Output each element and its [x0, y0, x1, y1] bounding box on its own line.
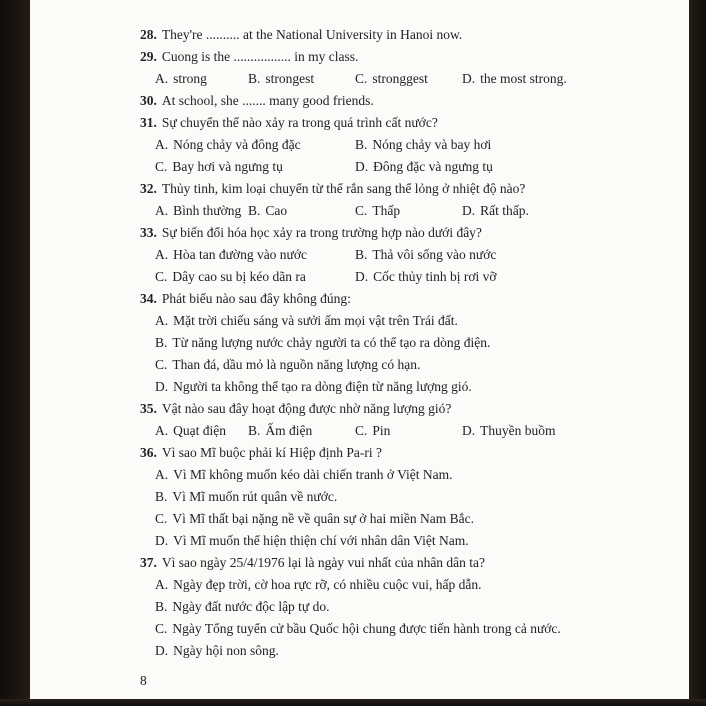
- option-A: [155, 68, 248, 90]
- option-C: [155, 156, 355, 178]
- option-B: [155, 486, 646, 508]
- option-text: strong: [173, 71, 207, 86]
- option-B: [355, 134, 646, 156]
- option-C: [155, 618, 646, 640]
- option-B: [248, 200, 355, 222]
- question-head: [140, 24, 646, 46]
- option-label: D.: [155, 533, 169, 548]
- question-29: [140, 46, 646, 90]
- option-text: Người ta không thể tạo ra dòng điện từ năng lượng gió.: [173, 379, 472, 394]
- option-text: Cao: [265, 203, 288, 218]
- option-text: Thấp: [372, 203, 401, 218]
- question-list: [140, 24, 646, 662]
- option-A: [155, 420, 248, 442]
- option-text: Cốc thủy tinh bị rơi vỡ: [373, 269, 497, 284]
- option-text: stronggest: [372, 71, 428, 86]
- option-label: C.: [355, 71, 368, 86]
- question-head: [140, 222, 646, 244]
- option-text: Vì Mĩ không muốn kéo dài chiến tranh ở Việt Nam.: [173, 467, 453, 482]
- option-label: A.: [155, 313, 169, 328]
- option-B: [155, 332, 646, 354]
- option-A: [155, 200, 248, 222]
- option-C: [355, 420, 462, 442]
- question-head: [140, 442, 646, 464]
- option-text: Ngày Tổng tuyển cử bầu Quốc hội chung được tiến hành trong cả nước.: [172, 621, 561, 636]
- option-D: [355, 156, 646, 178]
- option-D: [155, 530, 646, 552]
- question-head: [140, 112, 646, 134]
- option-D: [155, 376, 646, 398]
- question-text: Cuong is the ................. in my class.: [161, 49, 359, 64]
- options-group: [155, 68, 646, 90]
- question-head: [140, 178, 646, 200]
- option-label: B.: [155, 335, 168, 350]
- option-C: [355, 68, 462, 90]
- option-B: [248, 420, 355, 442]
- option-label: D.: [155, 379, 169, 394]
- option-label: C.: [355, 203, 368, 218]
- option-label: D.: [355, 159, 369, 174]
- options-group: [155, 310, 646, 398]
- option-text: Ngày đất nước độc lập tự do.: [172, 599, 330, 614]
- option-A: [155, 310, 646, 332]
- question-head: [140, 552, 646, 574]
- page-number: 8: [140, 673, 147, 688]
- option-text: Vì Mĩ thất bại nặng nề về quân sự ở hai miền Nam Bắc.: [172, 511, 475, 526]
- option-label: A.: [155, 137, 169, 152]
- option-C: [355, 200, 462, 222]
- option-A: [155, 574, 646, 596]
- question-33: [140, 222, 646, 288]
- option-text: Nóng chảy và đông đặc: [173, 137, 301, 152]
- option-A: [155, 244, 355, 266]
- option-text: Thuyền buồm: [480, 423, 556, 438]
- option-label: C.: [155, 159, 168, 174]
- question-37: [140, 552, 646, 662]
- option-A: [155, 464, 646, 486]
- option-text: Thả vôi sống vào nước: [372, 247, 497, 262]
- question-text: At school, she ....... many good friends.: [161, 93, 374, 108]
- question-31: [140, 112, 646, 178]
- option-C: [155, 354, 646, 376]
- option-text: Nóng chảy và bay hơi: [372, 137, 492, 152]
- option-label: C.: [355, 423, 368, 438]
- option-label: B.: [248, 203, 261, 218]
- question-text: Sự biến đổi hóa học xảy ra trong trường hợp nào dưới đây?: [161, 225, 482, 240]
- option-B: [248, 68, 355, 90]
- option-C: [155, 508, 646, 530]
- question-text: They're .......... at the National University in Hanoi now.: [161, 27, 463, 42]
- option-text: Ấm điện: [265, 423, 313, 438]
- option-text: Quạt điện: [173, 423, 226, 438]
- question-head: [140, 398, 646, 420]
- option-text: Vì Mĩ muốn thể hiện thiện chí với nhân dân Việt Nam.: [173, 533, 469, 548]
- question-text: Sự chuyển thể nào xảy ra trong quá trình cất nước?: [161, 115, 438, 130]
- option-D: [462, 420, 646, 442]
- scan-edge-bottom: [0, 699, 706, 706]
- option-text: Pin: [372, 423, 391, 438]
- question-36: [140, 442, 646, 552]
- option-text: Bay hơi và ngưng tụ: [172, 159, 283, 174]
- question-text: Thủy tinh, kim loại chuyển từ thể rắn sang thể lỏng ở nhiệt độ nào?: [161, 181, 526, 196]
- option-label: D.: [462, 423, 476, 438]
- question-text: Phát biểu nào sau đây không đúng:: [161, 291, 351, 306]
- option-label: A.: [155, 71, 169, 86]
- options-group: [155, 244, 646, 288]
- option-text: Từ năng lượng nước chảy người ta có thể tạo ra dòng điện.: [172, 335, 491, 350]
- option-label: D.: [355, 269, 369, 284]
- option-label: B.: [155, 599, 168, 614]
- option-B: [355, 244, 646, 266]
- question-text: Vì sao Mĩ buộc phải kí Hiệp định Pa-ri ?: [161, 445, 382, 460]
- question-number: 35.: [140, 401, 157, 416]
- option-label: A.: [155, 577, 169, 592]
- question-number: 29.: [140, 49, 157, 64]
- option-text: Ngày hội non sông.: [173, 643, 279, 658]
- option-text: Vì Mĩ muốn rút quân về nước.: [172, 489, 338, 504]
- question-head: [140, 90, 646, 112]
- option-label: B.: [248, 423, 261, 438]
- option-label: A.: [155, 467, 169, 482]
- option-D: [155, 640, 646, 662]
- option-text: Than đá, dầu mỏ là nguồn năng lượng có hạn.: [172, 357, 421, 372]
- option-D: [462, 200, 646, 222]
- option-label: B.: [355, 247, 368, 262]
- question-number: 36.: [140, 445, 157, 460]
- option-label: B.: [248, 71, 261, 86]
- question-number: 31.: [140, 115, 157, 130]
- options-group: [155, 464, 646, 552]
- option-text: Rất thấp.: [480, 203, 529, 218]
- option-label: B.: [155, 489, 168, 504]
- question-text: Vì sao ngày 25/4/1976 lại là ngày vui nhất của nhân dân ta?: [161, 555, 486, 570]
- option-text: strongest: [265, 71, 315, 86]
- question-number: 34.: [140, 291, 157, 306]
- option-label: D.: [155, 643, 169, 658]
- question-number: 32.: [140, 181, 157, 196]
- option-text: Ngày đẹp trời, cờ hoa rực rỡ, có nhiều cuộc vui, hấp dẫn.: [173, 577, 482, 592]
- options-group: [155, 200, 646, 222]
- option-text: the most strong.: [480, 71, 567, 86]
- option-D: [355, 266, 646, 288]
- option-label: A.: [155, 247, 169, 262]
- option-label: A.: [155, 423, 169, 438]
- question-head: [140, 288, 646, 310]
- option-label: D.: [462, 203, 476, 218]
- question-head: [140, 46, 646, 68]
- option-text: Bình thường: [173, 203, 242, 218]
- options-group: [155, 420, 646, 442]
- question-number: 33.: [140, 225, 157, 240]
- options-group: [155, 134, 646, 178]
- question-number: 30.: [140, 93, 157, 108]
- option-text: Đông đặc và ngưng tụ: [373, 159, 493, 174]
- question-30: [140, 90, 646, 112]
- option-A: [155, 134, 355, 156]
- option-label: C.: [155, 621, 168, 636]
- option-text: Dây cao su bị kéo dãn ra: [172, 269, 306, 284]
- question-35: [140, 398, 646, 442]
- question-34: [140, 288, 646, 398]
- scan-edge-left: [0, 0, 30, 706]
- option-label: B.: [355, 137, 368, 152]
- option-D: [462, 68, 646, 90]
- question-32: [140, 178, 646, 222]
- options-group: [155, 574, 646, 662]
- option-text: Mặt trời chiếu sáng và sưởi ấm mọi vật trên Trái đất.: [173, 313, 458, 328]
- question-number: 37.: [140, 555, 157, 570]
- option-B: [155, 596, 646, 618]
- option-label: A.: [155, 203, 169, 218]
- option-label: C.: [155, 269, 168, 284]
- option-text: Hòa tan đường vào nước: [173, 247, 308, 262]
- option-label: C.: [155, 357, 168, 372]
- question-28: [140, 24, 646, 46]
- question-number: 28.: [140, 27, 157, 42]
- scan-edge-right: [689, 0, 706, 706]
- option-label: D.: [462, 71, 476, 86]
- question-text: Vật nào sau đây hoạt động được nhờ năng lượng gió?: [161, 401, 452, 416]
- option-C: [155, 266, 355, 288]
- option-label: C.: [155, 511, 168, 526]
